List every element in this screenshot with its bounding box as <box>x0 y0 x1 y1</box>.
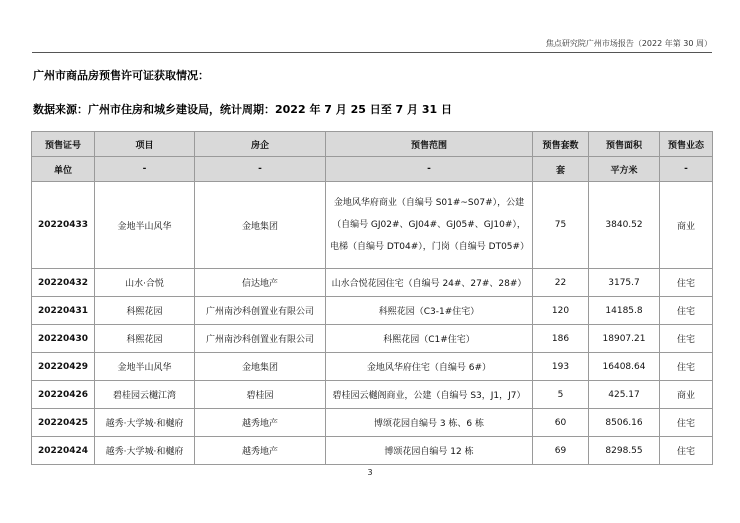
units-cell: 193 <box>533 353 589 381</box>
page-number: 3 <box>367 468 373 477</box>
presale-permit-table <box>31 131 713 465</box>
section-title: 广州市商品房预售许可证获取情况： <box>33 69 209 82</box>
project-cell: 山水·合悦 <box>95 269 195 297</box>
scope-cell: 金地风华府住宅（自编号 6#） <box>326 353 533 381</box>
unit-cell: - <box>326 157 533 182</box>
developer-cell: 金地集团 <box>195 182 326 269</box>
column-header-project: 项目 <box>95 132 195 157</box>
column-header-developer: 房企 <box>195 132 326 157</box>
table-row <box>32 409 713 437</box>
cert-number-cell: 20220432 <box>32 269 95 297</box>
area-cell: 8506.16 <box>589 409 660 437</box>
cert-number-cell: 20220429 <box>32 353 95 381</box>
developer-cell: 碧桂园 <box>195 381 326 409</box>
table-row <box>32 353 713 381</box>
cert-number-cell: 20220424 <box>32 437 95 465</box>
type-cell: 住宅 <box>660 269 713 297</box>
area-cell: 425.17 <box>589 381 660 409</box>
type-cell: 商业 <box>660 182 713 269</box>
developer-cell: 越秀地产 <box>195 409 326 437</box>
type-cell: 住宅 <box>660 325 713 353</box>
table-row <box>32 325 713 353</box>
type-cell: 住宅 <box>660 297 713 325</box>
area-cell: 18907.21 <box>589 325 660 353</box>
area-cell: 3175.7 <box>589 269 660 297</box>
units-cell: 5 <box>533 381 589 409</box>
unit-cell: 平方米 <box>589 157 660 182</box>
report-header: 焦点研究院广州市场报告（2022 年第 30 周） <box>545 39 712 48</box>
units-cell: 120 <box>533 297 589 325</box>
cert-number-cell: 20220431 <box>32 297 95 325</box>
type-cell: 商业 <box>660 381 713 409</box>
header-divider <box>32 52 712 53</box>
table-row <box>32 437 713 465</box>
column-header-units: 预售套数 <box>533 132 589 157</box>
units-cell: 186 <box>533 325 589 353</box>
area-cell: 14185.8 <box>589 297 660 325</box>
cert-number-cell: 20220433 <box>32 182 95 269</box>
developer-cell: 广州南沙科创置业有限公司 <box>195 297 326 325</box>
project-cell: 金地半山风华 <box>95 353 195 381</box>
scope-cell: 博颂花园自编号 3 栋、6 栋 <box>326 409 533 437</box>
area-cell: 16408.64 <box>589 353 660 381</box>
unit-cell: - <box>660 157 713 182</box>
type-cell: 住宅 <box>660 437 713 465</box>
cert-number-cell: 20220425 <box>32 409 95 437</box>
units-cell: 69 <box>533 437 589 465</box>
table-row <box>32 182 713 269</box>
area-cell: 3840.52 <box>589 182 660 269</box>
scope-cell: 山水合悦花园住宅（自编号 24#、27#、28#） <box>326 269 533 297</box>
column-header-cert: 预售证号 <box>32 132 95 157</box>
type-cell: 住宅 <box>660 409 713 437</box>
type-cell: 住宅 <box>660 353 713 381</box>
units-cell: 75 <box>533 182 589 269</box>
column-header-area: 预售面积 <box>589 132 660 157</box>
cert-number-cell: 20220430 <box>32 325 95 353</box>
unit-cell: 单位 <box>32 157 95 182</box>
cert-number-cell: 20220426 <box>32 381 95 409</box>
project-cell: 越秀·大学城·和樾府 <box>95 437 195 465</box>
table-row <box>32 297 713 325</box>
column-header-type: 预售业态 <box>660 132 713 157</box>
units-cell: 60 <box>533 409 589 437</box>
scope-cell: 博颂花园自编号 12 栋 <box>326 437 533 465</box>
unit-cell: - <box>95 157 195 182</box>
table-unit-row <box>32 157 713 182</box>
scope-cell: 金地风华府商业（自编号 S01#~S07#），公建（自编号 GJ02#、GJ04#、GJ05#、GJ10#），电梯（自编号 DT04#），门岗（自编号 DT05#） <box>326 182 533 269</box>
scope-cell: 科熙花园（C3-1#住宅） <box>326 297 533 325</box>
column-header-scope: 预售范围 <box>326 132 533 157</box>
developer-cell: 越秀地产 <box>195 437 326 465</box>
project-cell: 科熙花园 <box>95 325 195 353</box>
table-header-row <box>32 132 713 157</box>
scope-cell: 科熙花园（C1#住宅） <box>326 325 533 353</box>
project-cell: 金地半山风华 <box>95 182 195 269</box>
developer-cell: 信达地产 <box>195 269 326 297</box>
developer-cell: 广州南沙科创置业有限公司 <box>195 325 326 353</box>
project-cell: 碧桂园云樾江湾 <box>95 381 195 409</box>
scope-cell: 碧桂园云樾阁商业，公建（自编号 S3，J1，J7） <box>326 381 533 409</box>
unit-cell: - <box>195 157 326 182</box>
table-row <box>32 269 713 297</box>
project-cell: 科熙花园 <box>95 297 195 325</box>
project-cell: 越秀·大学城·和樾府 <box>95 409 195 437</box>
developer-cell: 金地集团 <box>195 353 326 381</box>
table-row <box>32 381 713 409</box>
unit-cell: 套 <box>533 157 589 182</box>
data-source-line: 数据来源：广州市住房和城乡建设局，统计周期：2022 年 7 月 25 日至 7 月 31 日 <box>33 103 453 116</box>
units-cell: 22 <box>533 269 589 297</box>
area-cell: 8298.55 <box>589 437 660 465</box>
